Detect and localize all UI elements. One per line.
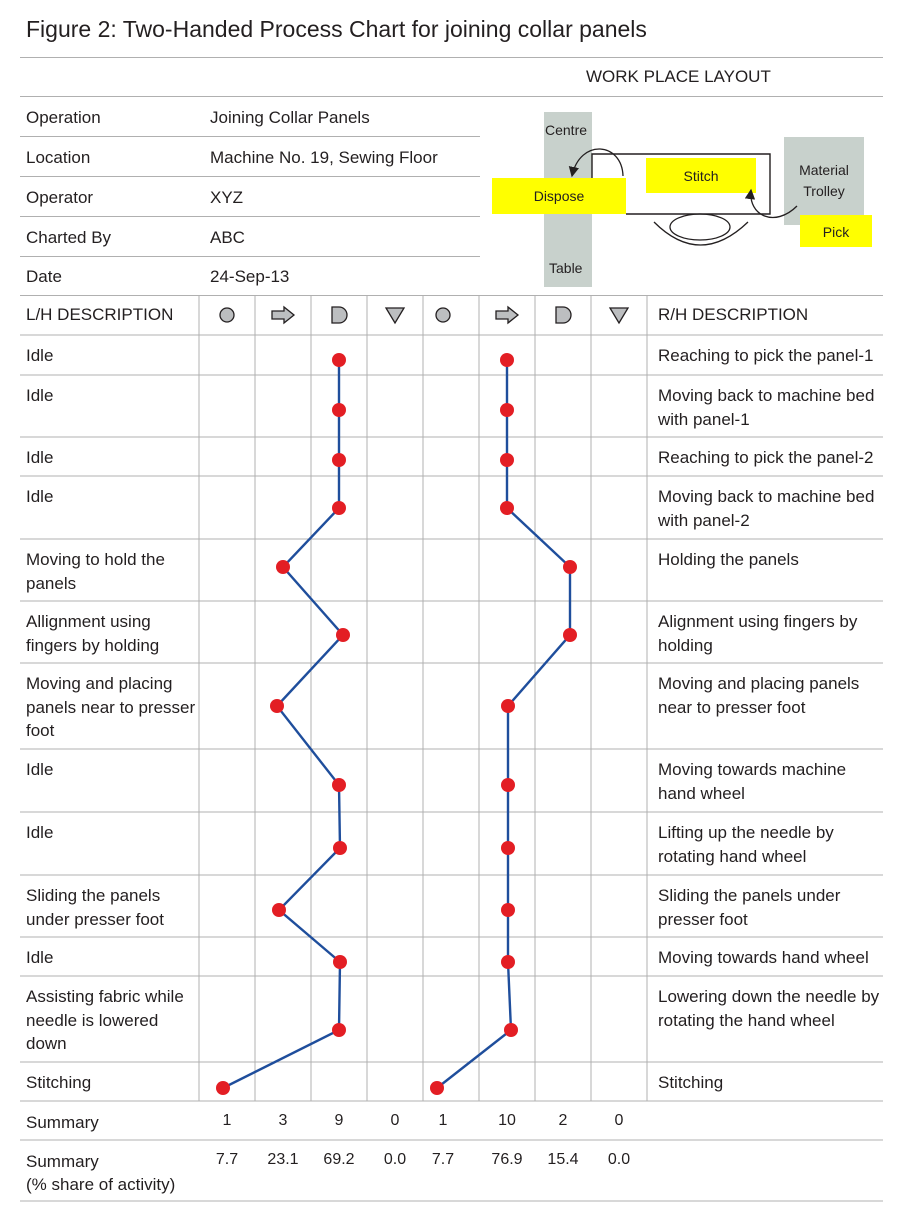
lh-description-9: Idle (26, 823, 54, 842)
right-hand-point-3 (500, 453, 514, 467)
rh-description-12: Lowering down the needle by rotating the hand wheel (658, 987, 880, 1030)
summary-count-5: 1 (438, 1112, 448, 1129)
operator-label: Operator (26, 188, 94, 207)
centre-label: Centre (545, 122, 588, 138)
lh-description-1: Idle (26, 346, 54, 365)
summary-pct-5: 7.7 (431, 1151, 455, 1168)
rh-description-2: Moving back to machine bed with panel-1 (658, 386, 875, 429)
rh-description-4: Moving back to machine bed with panel-2 (658, 487, 875, 530)
delay-icon (332, 307, 347, 323)
right-hand-point-7 (501, 699, 515, 713)
rh-description-7: Moving and placing panels near to presser foot (658, 674, 860, 717)
summary-pct-1: 7.7 (215, 1151, 239, 1168)
rh-description-6: Alignment using fingers by holding (658, 612, 858, 655)
work-place-layout-title: WORK PLACE LAYOUT (586, 67, 771, 86)
lh-description-4: Idle (26, 487, 54, 506)
summary-pct-6: 76.9 (491, 1151, 523, 1168)
figure-title: Figure 2: Two-Handed Process Chart for joining collar panels (26, 16, 647, 42)
lh-description-13: Stitching (26, 1073, 92, 1092)
right-hand-point-2 (500, 403, 514, 417)
operation-icon (220, 308, 234, 322)
lh-description-3: Idle (26, 448, 54, 467)
left-hand-point-6 (336, 628, 350, 642)
summary-count-7: 2 (558, 1112, 568, 1129)
rh-description-3: Reaching to pick the panel-2 (658, 448, 874, 467)
right-hand-point-1 (500, 353, 514, 367)
right-hand-point-12 (504, 1023, 518, 1037)
summary-count-2: 3 (278, 1112, 288, 1129)
left-hand-point-4 (332, 501, 346, 515)
rh-description-9: Lifting up the needle by rotating hand wheel (658, 823, 834, 866)
right-hand-point-13 (430, 1081, 444, 1095)
date-value: 24-Sep-13 (210, 267, 290, 286)
summary-pct-sublabel: (% share of activity) (26, 1175, 176, 1194)
location-label: Location (26, 148, 91, 167)
stitch-label: Stitch (683, 168, 719, 184)
lh-description-12: Assisting fabric while needle is lowered down (26, 987, 184, 1053)
left-hand-point-3 (332, 453, 346, 467)
left-hand-point-12 (332, 1023, 346, 1037)
rh-description-1: Reaching to pick the panel-1 (658, 346, 874, 365)
right-hand-point-5 (563, 560, 577, 574)
summary-count-3: 9 (334, 1112, 344, 1129)
transport-icon (496, 307, 518, 323)
left-hand-point-2 (332, 403, 346, 417)
pick-label: Pick (822, 224, 850, 240)
lh-description-2: Idle (26, 386, 54, 405)
lh-description-8: Idle (26, 760, 54, 779)
summary-pct-label: Summary (26, 1152, 99, 1171)
right-hand-point-6 (563, 628, 577, 642)
trolley-label: Trolley (803, 183, 845, 199)
rh-description-13: Stitching (658, 1073, 724, 1092)
left-hand-point-11 (333, 955, 347, 969)
summary-count-6: 10 (498, 1112, 516, 1129)
dispose-label: Dispose (533, 188, 585, 204)
summary-pct-7: 15.4 (547, 1151, 579, 1168)
rh-description-8: Moving towards machine hand wheel (658, 760, 847, 803)
location-value: Machine No. 19, Sewing Floor (210, 148, 438, 167)
left-hand-point-8 (332, 778, 346, 792)
operation-value: Joining Collar Panels (210, 108, 370, 127)
rh-description-header: R/H DESCRIPTION (658, 305, 809, 324)
operation-label: Operation (26, 108, 101, 127)
rh-description-11: Moving towards hand wheel (658, 948, 869, 967)
left-hand-line (223, 360, 343, 1088)
left-hand-point-7 (270, 699, 284, 713)
charted-by-value: ABC (210, 228, 245, 247)
operation-icon (436, 308, 450, 322)
lh-description-6: Allignment using fingers by holding (26, 612, 160, 655)
right-hand-point-11 (501, 955, 515, 969)
left-hand-point-5 (276, 560, 290, 574)
table-label: Table (549, 260, 583, 276)
summary-pct-2: 23.1 (267, 1151, 299, 1168)
summary-count-label: Summary (26, 1113, 99, 1132)
summary-count-8: 0 (614, 1112, 624, 1129)
summary-pct-4: 0.0 (383, 1151, 407, 1168)
right-hand-point-4 (500, 501, 514, 515)
date-label: Date (26, 267, 62, 286)
right-hand-line (437, 360, 570, 1088)
material-label: Material (799, 162, 849, 178)
right-hand-point-8 (501, 778, 515, 792)
lh-description-header: L/H DESCRIPTION (26, 305, 174, 324)
lh-description-10: Sliding the panels under presser foot (26, 886, 164, 929)
right-hand-point-9 (501, 841, 515, 855)
storage-icon (610, 308, 628, 323)
summary-count-1: 1 (222, 1112, 232, 1129)
storage-icon (386, 308, 404, 323)
left-hand-point-13 (216, 1081, 230, 1095)
right-hand-point-10 (501, 903, 515, 917)
summary-pct-8: 0.0 (607, 1151, 631, 1168)
rh-description-10: Sliding the panels under presser foot (658, 886, 841, 929)
left-hand-point-9 (333, 841, 347, 855)
charted-by-label: Charted By (26, 228, 112, 247)
lh-description-7: Moving and placing panels near to presser foot (26, 674, 196, 740)
lh-description-5: Moving to hold the panels (26, 550, 165, 593)
transport-icon (272, 307, 294, 323)
summary-count-4: 0 (390, 1112, 400, 1129)
summary-pct-3: 69.2 (323, 1151, 355, 1168)
operator-value: XYZ (210, 188, 244, 207)
delay-icon (556, 307, 571, 323)
rh-description-5: Holding the panels (658, 550, 799, 569)
left-hand-point-1 (332, 353, 346, 367)
lh-description-11: Idle (26, 948, 54, 967)
left-hand-point-10 (272, 903, 286, 917)
